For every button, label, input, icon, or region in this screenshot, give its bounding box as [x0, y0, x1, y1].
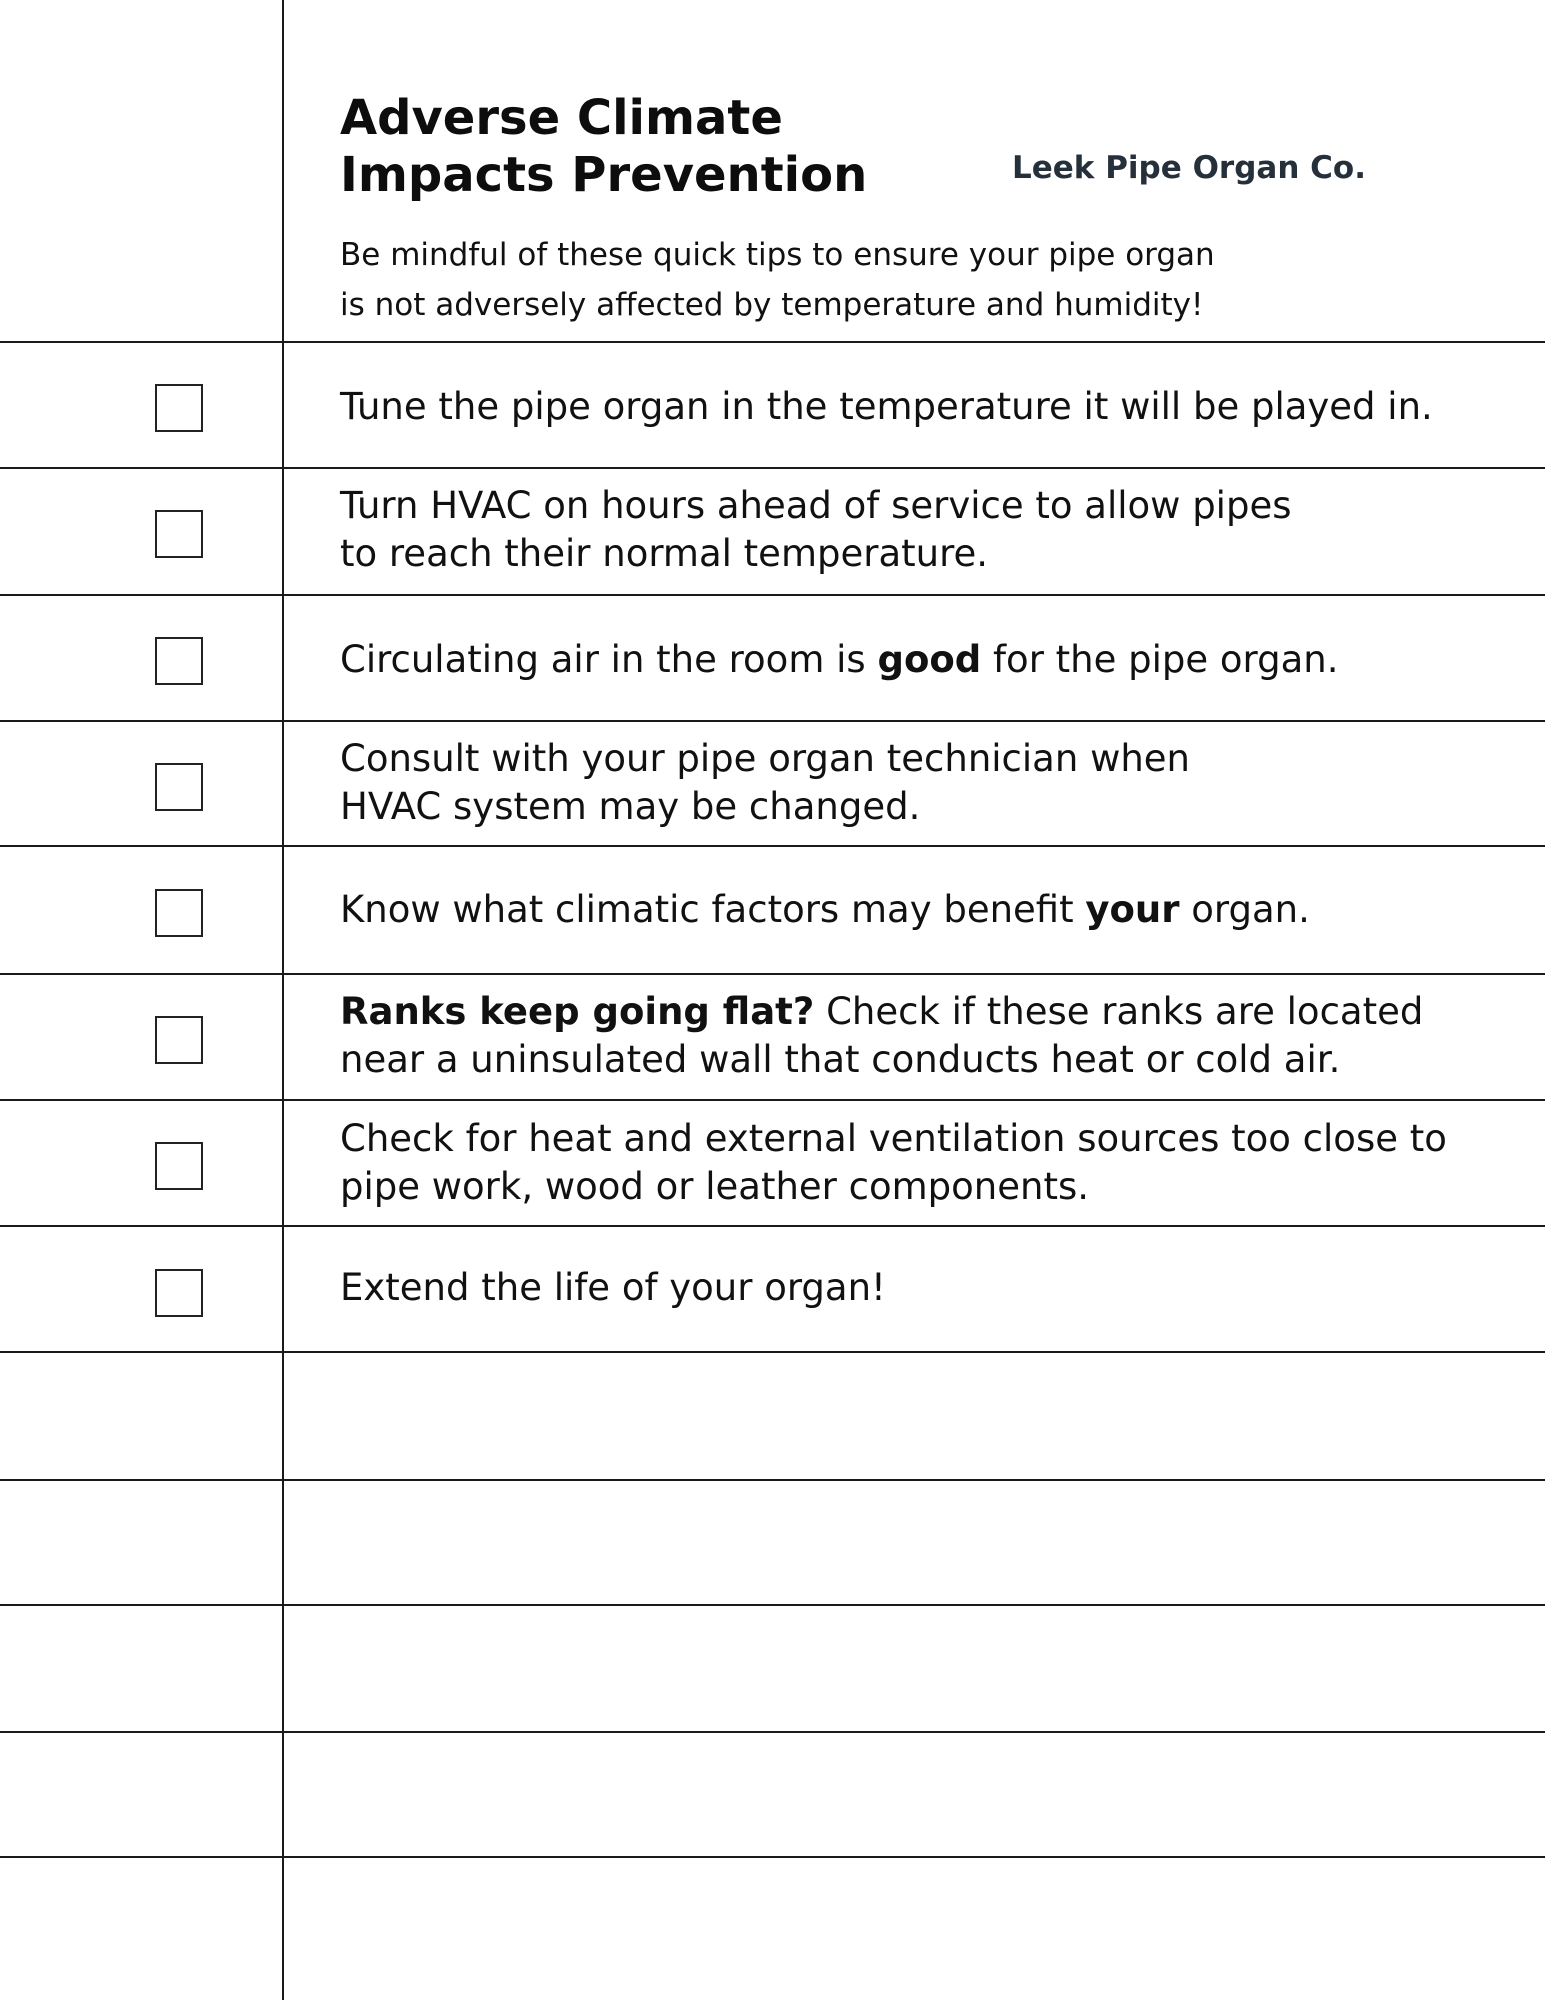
- page-title-line: Impacts Prevention: [340, 147, 868, 203]
- text-run: Turn HVAC on hours ahead of service to allow pipes: [340, 484, 1292, 527]
- emphasis-text: your: [1085, 888, 1180, 931]
- checklist-text-line: [340, 530, 1520, 578]
- emphasis-text: Ranks keep going flat?: [340, 990, 815, 1033]
- checklist-text: [340, 886, 1520, 934]
- text-run: HVAC system may be changed.: [340, 785, 921, 828]
- row-divider: [0, 467, 1545, 469]
- row-divider: [0, 845, 1545, 847]
- checklist-text: [340, 1115, 1520, 1211]
- text-run: pipe work, wood or leather components.: [340, 1165, 1089, 1208]
- row-divider: [0, 1099, 1545, 1101]
- text-run: Tune the pipe organ in the temperature it will be played in.: [340, 385, 1433, 428]
- text-run: Extend the life of your organ!: [340, 1266, 886, 1309]
- margin-divider: [282, 0, 284, 2000]
- checklist-text-line: [340, 886, 1520, 934]
- checklist-text-line: [340, 383, 1520, 431]
- checklist-text-line: [340, 1264, 1520, 1312]
- row-divider: [0, 341, 1545, 343]
- text-run: for the pipe organ.: [981, 638, 1339, 681]
- text-run: organ.: [1179, 888, 1310, 931]
- text-run: Check for heat and external ventilation sources too close to: [340, 1117, 1447, 1160]
- row-divider: [0, 1479, 1545, 1481]
- checklist-text-line: [340, 735, 1520, 783]
- checklist-checkbox[interactable]: [155, 384, 203, 432]
- subtitle-line: Be mindful of these quick tips to ensure your pipe organ: [340, 237, 1215, 273]
- checklist-text-line: [340, 636, 1520, 684]
- checklist-checkbox[interactable]: [155, 510, 203, 558]
- checklist-text-line: [340, 1115, 1520, 1163]
- checklist-checkbox[interactable]: [155, 1016, 203, 1064]
- emphasis-text: good: [877, 638, 982, 681]
- checklist-text-line: [340, 1036, 1520, 1084]
- row-divider: [0, 1225, 1545, 1227]
- text-run: to reach their normal temperature.: [340, 532, 989, 575]
- row-divider: [0, 973, 1545, 975]
- checklist-text: [340, 636, 1520, 684]
- page-title: [340, 90, 940, 204]
- checklist-text: [340, 383, 1520, 431]
- checklist-checkbox[interactable]: [155, 1269, 203, 1317]
- checklist-checkbox[interactable]: [155, 637, 203, 685]
- checklist-text-line: [340, 783, 1520, 831]
- checklist-text: [340, 482, 1520, 578]
- text-run: Consult with your pipe organ technician when: [340, 737, 1190, 780]
- subtitle-line: is not adversely affected by temperature and humidity!: [340, 287, 1204, 323]
- row-divider: [0, 720, 1545, 722]
- checklist-checkbox[interactable]: [155, 1142, 203, 1190]
- row-divider: [0, 1351, 1545, 1353]
- checklist-text-line: [340, 482, 1520, 530]
- page-title-line: Adverse Climate: [340, 90, 783, 146]
- checklist-text-line: [340, 988, 1520, 1036]
- row-divider: [0, 1604, 1545, 1606]
- checklist-text: [340, 988, 1520, 1084]
- checklist-text: [340, 735, 1520, 831]
- brand-name: Leek Pipe Organ Co.: [1012, 150, 1367, 186]
- page-subtitle: [340, 230, 1390, 330]
- text-run: Circulating air in the room is: [340, 638, 878, 681]
- text-run: Know what climatic factors may benefit: [340, 888, 1086, 931]
- checklist-text-line: [340, 1163, 1520, 1211]
- row-divider: [0, 1731, 1545, 1733]
- checklist-checkbox[interactable]: [155, 889, 203, 937]
- checklist-text: [340, 1264, 1520, 1312]
- text-run: Check if these ranks are located: [814, 990, 1424, 1033]
- checklist-checkbox[interactable]: [155, 763, 203, 811]
- text-run: near a uninsulated wall that conducts heat or cold air.: [340, 1038, 1341, 1081]
- row-divider: [0, 594, 1545, 596]
- row-divider: [0, 1856, 1545, 1858]
